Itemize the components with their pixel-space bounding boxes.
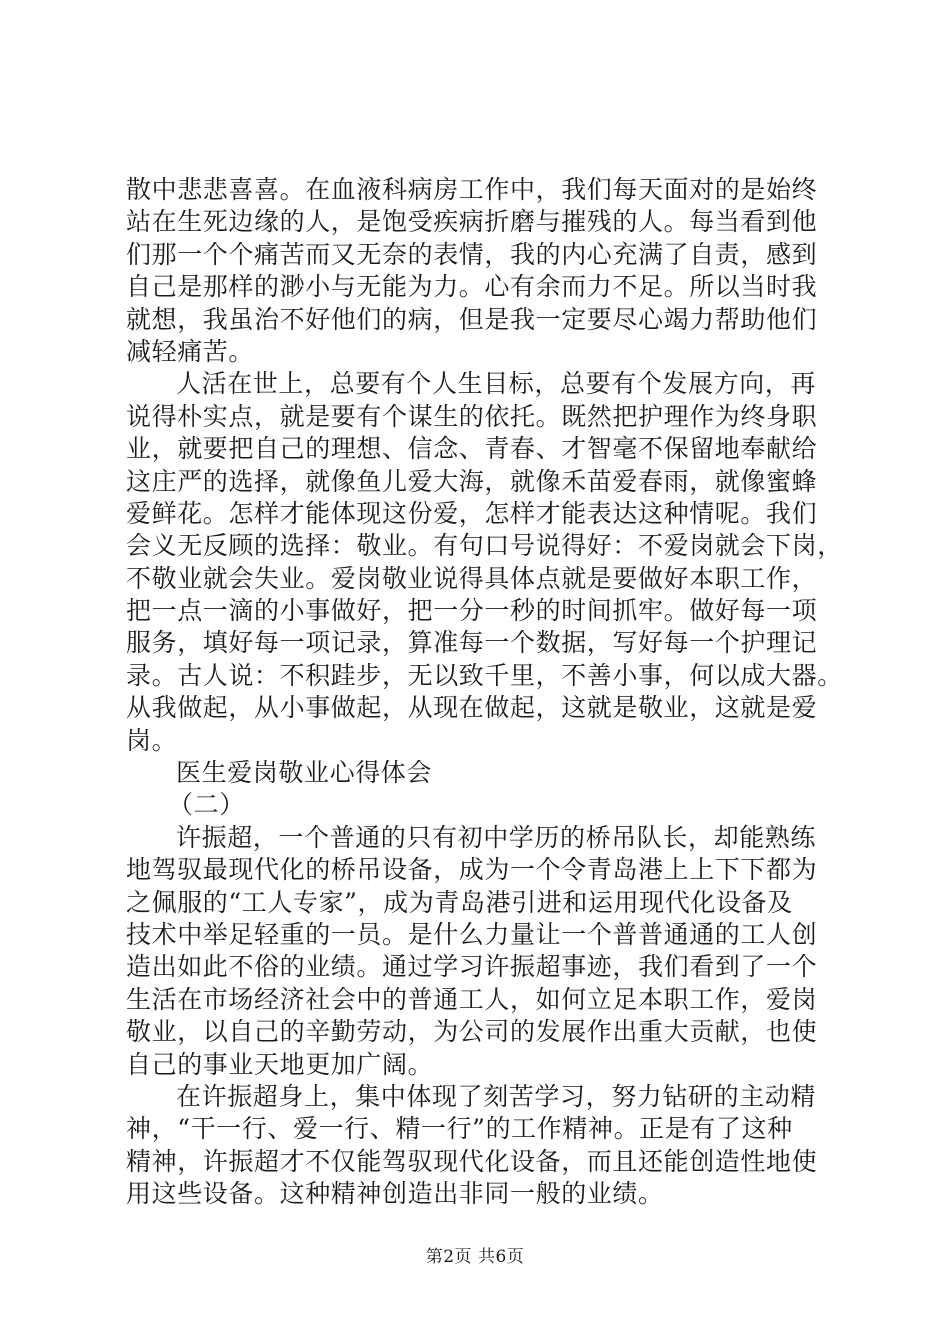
text-line: 用这些设备。这种精神创造出非同一般的业绩。 [126,1179,664,1209]
text-line: 精神，许振超才不仅能驾驭现代化设备，而且还能创造性地使 [126,1146,818,1176]
text-line: 许振超，一个普通的只有初中学历的桥吊队长，却能熟练 [176,822,817,852]
text-line: 减轻痛苦。 [126,336,255,366]
text-line: 说得朴实点，就是要有个谋生的依托。既然把护理作为终身职 [126,401,818,431]
text-line: 爱鲜花。怎样才能体现这份爱，怎样才能表达这种情呢。我们 [126,498,818,528]
text-line: 把一点一滴的小事做好，把一分一秒的时间抓牢。做好每一项 [126,596,818,626]
text-line: 造出如此不俗的业绩。通过学习许振超事迹，我们看到了一个 [126,952,818,982]
text-line: 敬业，以自己的辛勤劳动，为公司的发展作出重大贡献，也使 [126,1017,818,1047]
text-line: （二） [168,790,245,820]
text-line: 站在生死边缘的人，是饱受疾病折磨与摧残的人。每当看到他 [126,207,818,237]
text-line: 医生爱岗敬业心得体会 [176,758,433,788]
text-line: 服务，填好每一项记录，算准每一个数据，写好每一个护理记 [126,628,818,658]
text-line: 之佩服的“工人专家”，成为青岛港引进和运用现代化设备及 [126,887,793,917]
text-line: 从我做起，从小事做起，从现在做起，这就是敬业，这就是爱 [126,693,818,723]
text-line: 地驾驭最现代化的桥吊设备，成为一个令青岛港上上下下都为 [126,855,818,885]
text-line: 神，“干一行、爱一行、精一行”的工作精神。正是有了这种 [126,1114,793,1144]
text-line: 就想，我虽治不好他们的病，但是我一定要尽心竭力帮助他们 [126,304,818,334]
document-body [126,174,866,1211]
text-line: 散中悲悲喜喜。在血液科病房工作中，我们每天面对的是始终 [126,175,818,204]
text-line: 技术中举足轻重的一员。是什么力量让一个普普通通的工人创 [126,919,818,949]
text-line: 业，就要把自己的理想、信念、青春、才智毫不保留地奉献给 [126,434,818,464]
text-line: 不敬业就会失业。爱岗敬业说得具体点就是要做好本职工作， [126,563,818,593]
text-line: 会义无反顾的选择：敬业。有句口号说得好：不爱岗就会下岗， [126,531,843,561]
page-footer: 第2页 共6页 [425,1247,525,1267]
text-line: 在许振超身上，集中体现了刻苦学习，努力钻研的主动精 [176,1081,817,1111]
text-line: 人活在世上，总要有个人生目标，总要有个发展方向，再 [176,369,817,399]
text-line: 自己的事业天地更加广阔。 [126,1049,434,1079]
text-line: 这庄严的选择，就像鱼儿爱大海，就像禾苗爱春雨，就像蜜蜂 [126,466,818,496]
text-line: 岗。 [126,725,178,755]
text-line: 录。古人说：不积跬步，无以致千里，不善小事，何以成大器。 [126,660,843,690]
text-line: 们那一个个痛苦而又无奈的表情，我的内心充满了自责，感到 [126,239,818,269]
text-line: 自己是那样的渺小与无能为力。心有余而力不足。所以当时我 [126,272,818,302]
text-line: 生活在市场经济社会中的普通工人，如何立足本职工作，爱岗 [126,984,818,1014]
